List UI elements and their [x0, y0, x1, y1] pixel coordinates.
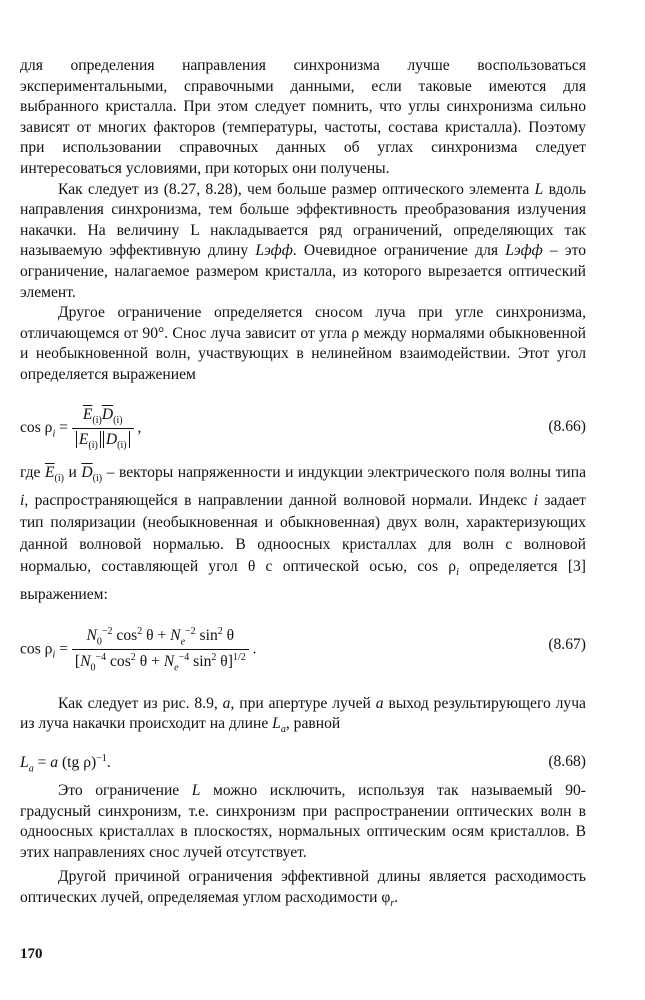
symbol-L: L: [272, 715, 281, 733]
sub: a: [280, 724, 286, 736]
N: N: [80, 653, 91, 671]
text: Другой причиной ограничения эффективной длины является расходимость оптических лучей, определяемая углом расходимости φ: [20, 868, 586, 906]
cos-rho: cos ρ: [417, 557, 457, 575]
pow: −4: [178, 652, 190, 664]
index: (i): [117, 439, 127, 451]
eq-lhs: cos ρ: [20, 640, 53, 658]
text: . Очевидное ограничение для: [292, 242, 506, 260]
text: Как следует из рис. 8.9,: [58, 694, 223, 712]
eq-lhs: cos ρ: [20, 418, 53, 436]
paragraph-3: Другое ограничение определяется сносом луча при угле синхронизма, отличающемся от 90°. Снос луча зависит от угла ρ между нормалями обыкновенной и необыкновенной волн, участвующих в нелинейном взаимодействии. Этот угол определяется выражением: [20, 304, 586, 383]
paragraph-6: [20, 781, 586, 863]
vector-D: $\overline{D}$: [81, 463, 93, 481]
N: N: [163, 653, 175, 671]
vector-E: $\overline{E}$: [45, 463, 55, 481]
pow: −2: [185, 625, 196, 637]
index: (i): [88, 439, 98, 451]
equation-number: (8.67): [548, 635, 586, 653]
eq-sub: i: [52, 649, 56, 661]
text: Это ограничение: [58, 782, 192, 800]
pow: 2: [137, 625, 143, 637]
symbol-a: а: [222, 694, 231, 712]
vector-D: $\overline{D}$: [101, 405, 114, 423]
sin: sin: [189, 653, 212, 671]
text: – это ограничение, налагаемое размером кристалла, из которого вырезается оптический элемент.: [20, 242, 586, 301]
equation-8-66: [20, 392, 586, 458]
dot: .: [106, 754, 111, 772]
paragraph-7: [20, 867, 586, 914]
symbol-L: L: [20, 754, 29, 772]
text: , равной: [285, 715, 341, 733]
eq-sign: =: [33, 754, 51, 772]
equation-8-67: [20, 614, 586, 686]
text: и: [64, 463, 82, 481]
cos: cos: [112, 626, 138, 644]
equation-number: (8.66): [548, 417, 586, 435]
symbol-L: L: [534, 180, 544, 198]
text: Как следует из (8.27, 8.28), чем больше размер оптического элемента: [58, 180, 535, 198]
sub: 0: [90, 662, 96, 674]
theta: θ: [216, 653, 228, 671]
pow: 2: [217, 625, 223, 637]
index: (i): [92, 414, 102, 426]
numerator: [72, 626, 249, 649]
page-body: [20, 56, 586, 915]
theta: θ: [222, 626, 235, 644]
paragraph-1: для определения направления синхронизма лучше воспользоваться экспериментальными, справочными данными, если таковые имеются для выбранного кристалла. При этом следует помнить, что углы синхронизма сильно зависят от многих факторов (температуры, частоты, состава кристалла). Поэтому при использовании справочных данных об углах синхронизма следует интересоваться условиями, при которых они получены.: [20, 57, 586, 177]
pow: −4: [95, 652, 107, 664]
index: (i): [113, 414, 123, 426]
symbol-a: a: [50, 754, 59, 772]
pow: −1: [96, 753, 107, 765]
eq-tail: ,: [133, 418, 142, 436]
pow: 2: [211, 652, 217, 664]
paragraph-2: [20, 180, 586, 304]
pow: 1/2: [232, 652, 246, 664]
symbol-Leff: Lэфф: [505, 242, 543, 260]
cos: cos: [106, 653, 131, 671]
text: , распространяющейся в направлении данной волновой нормали. Индекс: [24, 491, 534, 509]
fraction: [72, 406, 134, 451]
index: i: [456, 566, 459, 578]
symbol-i: i: [533, 491, 538, 509]
eq-tail: .: [248, 640, 257, 658]
text: где: [20, 463, 46, 481]
sub: a: [28, 763, 34, 775]
page-number: 170: [20, 946, 43, 962]
sin: sin: [195, 626, 218, 644]
text: задает тип поляризации (необыкновенная и обыкновенная) двух волн, характеризующих данной волновой нормалью. В одноосных кристаллах для волн с волновой нормалью, составляющей угол θ с оптической осью,: [20, 491, 586, 575]
paragraph-4: [20, 462, 586, 606]
E: E: [78, 430, 89, 448]
text: вдоль направления синхронизма, тем больше эффективность преобразования излучения накачки. На величину L накладывается ряд ограничений, определяющих так называемую эффективную длину: [20, 180, 587, 260]
sub: 0: [96, 636, 102, 648]
eq-sign: =: [55, 418, 68, 436]
symbol-L: L: [191, 782, 201, 800]
text: определяется [3] выражением:: [20, 557, 587, 603]
symbol-i: i: [20, 491, 25, 509]
pow: −2: [101, 625, 113, 637]
denominator: [$N_0^{-4}$ $\cos^2 \theta + N_e^{-4}$ $\sin^2 \theta]^{1/2}$: [72, 649, 249, 673]
N: N: [86, 626, 97, 644]
symbol-a: а: [375, 694, 384, 712]
equation-8-68: [20, 749, 586, 781]
denominator: [72, 428, 134, 451]
sub: e: [180, 636, 186, 648]
symbol-Leff: Lэфф: [255, 242, 293, 260]
tg: (tg ρ): [58, 754, 97, 772]
sub: r: [390, 898, 395, 910]
text: можно исключить, используя так называемый 90-градусный синхронизм, т.е. синхронизм при распространении оптических волн в одноосных кристаллах в плоскостях, нормальных оптическим осям кристаллов. В этих направлениях снос лучей отсутствует.: [20, 782, 586, 861]
D: D: [105, 430, 118, 448]
text: .: [394, 888, 399, 906]
text: , при апертуре лучей: [230, 694, 376, 712]
vector-E: $\overline{E}$: [82, 405, 93, 423]
index: (i): [92, 472, 103, 484]
sub: e: [174, 662, 179, 674]
index: (i): [54, 472, 64, 484]
theta: θ +: [142, 626, 171, 644]
text: выход результирующего луча из луча накачки происходит на длине: [20, 694, 586, 733]
theta: θ +: [135, 653, 164, 671]
text: – векторы напряженности и индукции электрического поля волны типа: [102, 463, 586, 481]
numerator: [72, 406, 134, 428]
equation-number: (8.68): [548, 753, 586, 771]
eq-sub: i: [52, 427, 56, 439]
N: N: [170, 626, 181, 644]
eq-sign: =: [55, 640, 68, 658]
fraction: [72, 626, 249, 674]
paragraph-5: [20, 694, 586, 741]
pow: 2: [130, 652, 136, 664]
